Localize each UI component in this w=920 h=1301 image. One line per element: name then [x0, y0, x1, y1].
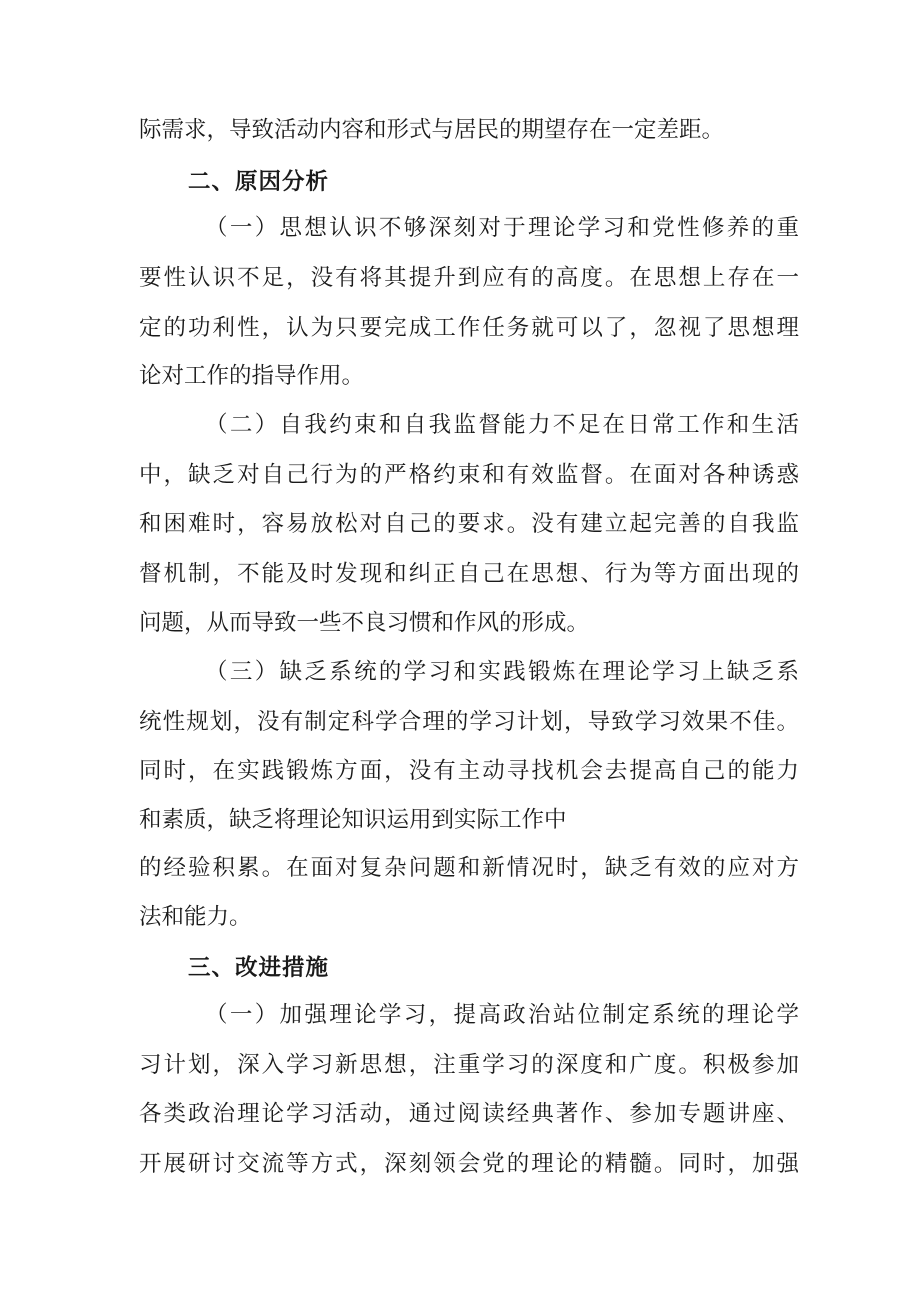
- section-heading-improvement-measures: 三、改进措施: [188, 955, 330, 981]
- paragraph-first-line: （三）缺乏系统的学习和实践锻炼在理论学习上缺乏系: [205, 659, 799, 685]
- body-text-line: 法和能力。: [139, 904, 252, 930]
- body-text-line: 的经验积累。在面对复杂问题和新情况时，缺乏有效的应对方: [139, 855, 799, 881]
- body-text-line: 统性规划，没有制定科学合理的学习计划，导致学习效果不佳。: [139, 709, 799, 735]
- section-heading-cause-analysis: 二、原因分析: [188, 169, 330, 195]
- body-text-line: 际需求，导致活动内容和形式与居民的期望存在一定差距。: [139, 117, 725, 143]
- body-text-line: 各类政治理论学习活动，通过阅读经典著作、参加专题讲座、: [139, 1101, 799, 1127]
- body-text-line: 督机制，不能及时发现和纠正自己在思想、行为等方面出现的: [139, 561, 799, 587]
- body-text-line: 和困难时，容易放松对自己的要求。没有建立起完善的自我监: [139, 511, 799, 537]
- body-text-line: 同时，在实践锻炼方面，没有主动寻找机会去提高自己的能力: [139, 758, 799, 784]
- body-text-line: 开展研讨交流等方式，深刻领会党的理论的精髓。同时，加强: [139, 1151, 799, 1177]
- paragraph-first-line: （一）思想认识不够深刻对于理论学习和党性修养的重: [205, 215, 799, 241]
- paragraph-first-line: （二）自我约束和自我监督能力不足在日常工作和生活: [205, 412, 799, 438]
- body-text-line: 中，缺乏对自己行为的严格约束和有效监督。在面对各种诱惑: [139, 462, 799, 488]
- body-text-line: 习计划，深入学习新思想，注重学习的深度和广度。积极参加: [139, 1052, 799, 1078]
- paragraph-first-line: （一）加强理论学习，提高政治站位制定系统的理论学: [205, 1002, 799, 1028]
- body-text-line: 定的功利性，认为只要完成工作任务就可以了，忽视了思想理: [139, 315, 799, 341]
- body-text-line: 论对工作的指导作用。: [139, 363, 365, 389]
- body-text-line: 要性认识不足，没有将其提升到应有的高度。在思想上存在一: [139, 265, 799, 291]
- body-text-line: 和素质，缺乏将理论知识运用到实际工作中: [139, 807, 567, 833]
- body-text-line: 问题，从而导致一些不良习惯和作风的形成。: [139, 610, 590, 636]
